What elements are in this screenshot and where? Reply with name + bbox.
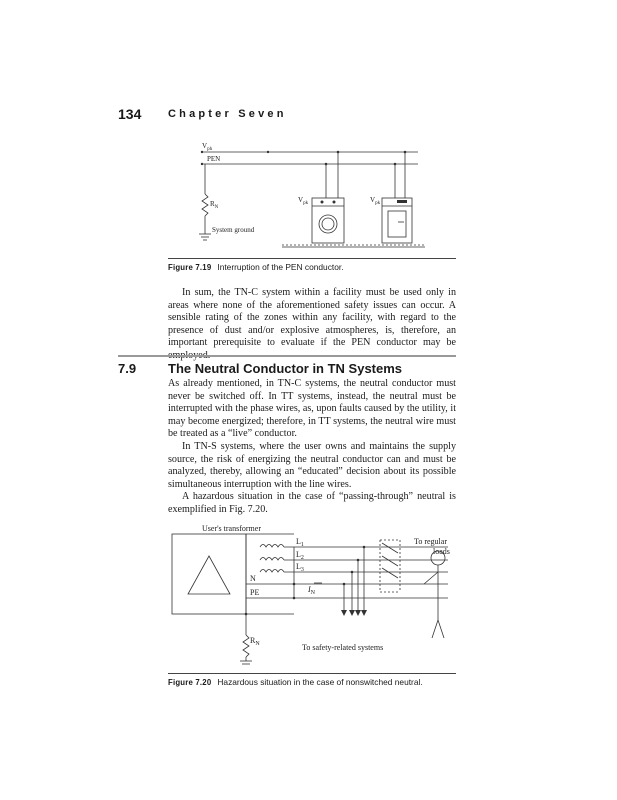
section-paragraph-1: As already mentioned, in TN-C systems, the neutral conductor must never be switched off. In TT systems, instead, the neutral must be interrupted with the phase wires, as, upon faults caused by the utility, it may become energized; therefore, in TT systems, the neutral wire must be treated as a “live” conductor.: [168, 378, 456, 440]
washing-machine: [312, 198, 344, 243]
svg-text:N: N: [250, 574, 256, 583]
svg-text:PEN: PEN: [207, 155, 221, 163]
svg-text:To regular: To regular: [414, 537, 447, 546]
figure-7-19-rule: [168, 258, 456, 259]
svg-text:L2: $L_2$: [296, 550, 304, 561]
svg-text:L3: $L_3$: [296, 562, 304, 573]
svg-text:System ground: System ground: [212, 226, 255, 234]
svg-text:To safety-related systems: To safety-related systems: [302, 643, 384, 652]
section-number: 7.9: [118, 361, 137, 376]
resistor-rn: [243, 635, 249, 657]
resistor-rn: [202, 194, 208, 216]
figure-7-19-diagram: [190, 138, 440, 250]
svg-text:Vph: $V_{ph}$: [202, 142, 213, 152]
oven: [382, 198, 412, 243]
delta-winding: [188, 556, 230, 594]
svg-text:User's transformer: User's transformer: [202, 524, 261, 533]
figure-7-20-rule: [168, 673, 456, 674]
section-title: The Neutral Conductor in TN Systems: [168, 361, 403, 376]
svg-text:L1: $L_1$: [296, 537, 304, 548]
svg-text:IN: $I_N$: [308, 585, 316, 596]
section-paragraph-3: A hazardous situation in the case of “passing-through” neutral is exemplified in Fig. 7.20.: [168, 491, 456, 515]
chapter-title: Chapter Seven: [168, 108, 287, 120]
winding-l3: [260, 570, 284, 573]
figure-7-20-caption: Figure 7.20 Hazardous situation in the case of nonswitched neutral.: [168, 677, 423, 687]
winding-l1: [260, 545, 284, 548]
svg-text:PE: PE: [250, 588, 260, 597]
svg-text:RN: $R_N$: [210, 200, 219, 210]
page-number: 134: [118, 106, 142, 122]
section-body: [168, 378, 456, 517]
paragraph-intro: In sum, the TN-C system within a facility must be used only in areas where none of the aforementioned safety issues can occur. A sensible rating of the zones within any facility, with regard to the presence of dust and/or explosive atmospheres, is, therefore, an important prerequisite to evaluate if the PEN conductor may be employed.: [168, 287, 456, 361]
section-rule: [118, 355, 456, 357]
svg-text:Vpk: $V_{pk}$: [298, 196, 309, 206]
svg-text:RN: $R_N$: [250, 636, 260, 647]
figure-7-19-caption: Figure 7.19 Interruption of the PEN conductor.: [168, 262, 344, 272]
figure-7-20-diagram: [168, 520, 460, 668]
svg-text:Vpk: $V_{pk}$: [370, 196, 381, 206]
winding-l2: [260, 558, 284, 561]
section-paragraph-2: In TN-S systems, where the user owns and maintains the supply source, the risk of energizing the neutral conductor can and must be analyzed, thereby, allowing an “educated” decision about its possible simultaneous interruption with the line wires.: [168, 440, 456, 490]
user-transformer-box: [172, 534, 246, 614]
svg-text:loads: loads: [433, 547, 450, 556]
